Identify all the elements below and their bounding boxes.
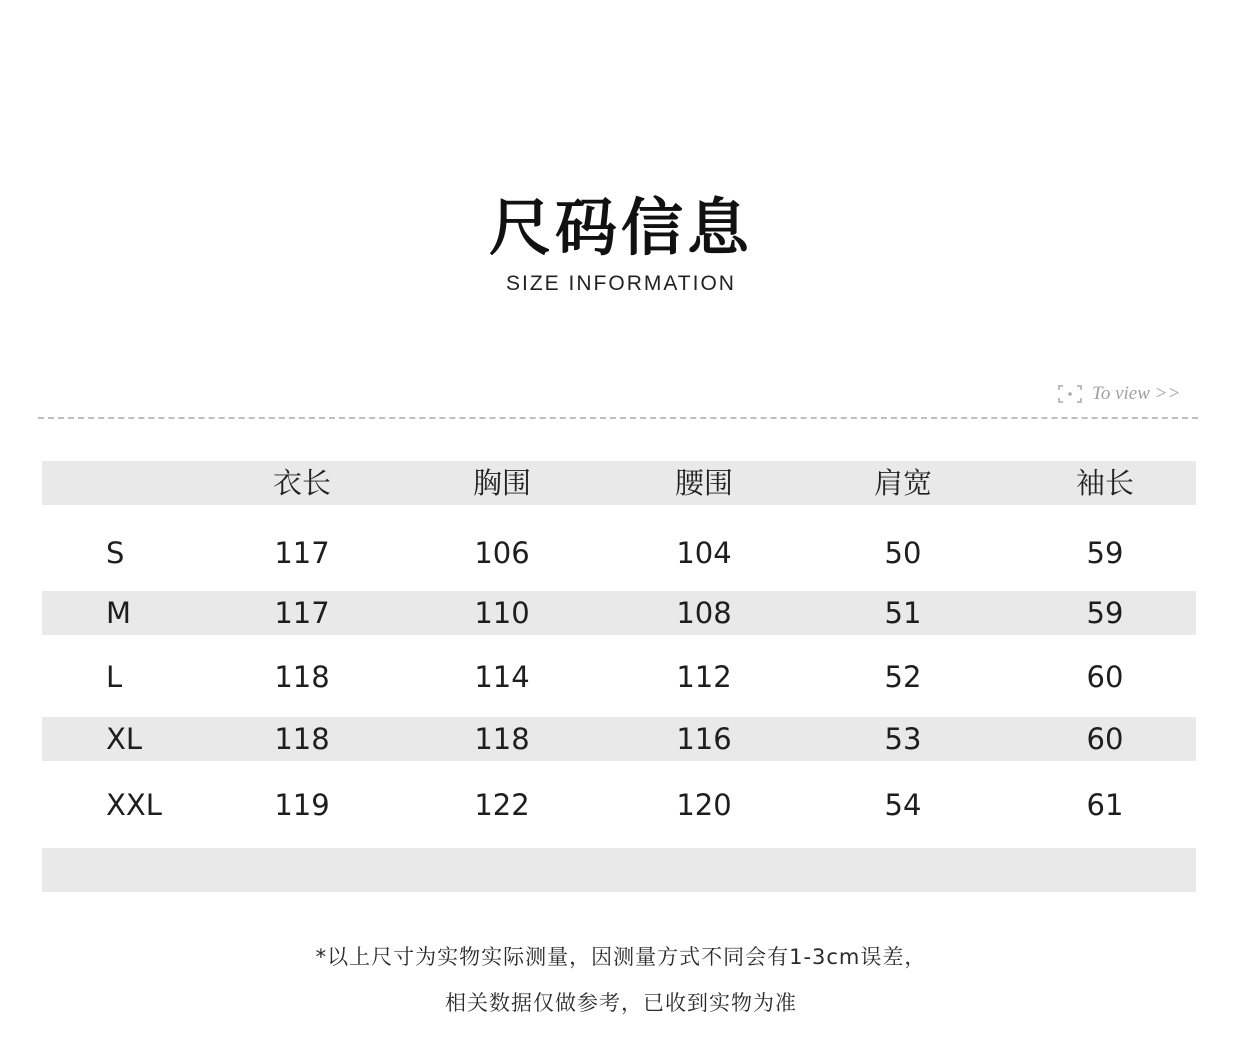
page-title: 尺码信息	[488, 191, 753, 264]
table-row-xxl	[42, 783, 1196, 827]
divider	[38, 417, 1198, 419]
table-cell: 118	[274, 660, 330, 694]
table-cell: 52	[884, 660, 922, 694]
table-cell: 51	[884, 596, 922, 630]
table-cell: 119	[274, 788, 330, 822]
size-label: XXL	[106, 788, 162, 822]
size-label: S	[106, 536, 125, 570]
table-cell: 59	[1086, 536, 1124, 570]
table-row-s	[42, 531, 1196, 575]
table-cell: 118	[274, 722, 330, 756]
table-row-m	[42, 591, 1196, 635]
size-label: L	[106, 660, 123, 694]
to-view-link[interactable]	[1058, 380, 1180, 408]
table-cell: 60	[1086, 722, 1124, 756]
table-header-row	[42, 461, 1196, 505]
column-header-chest: 胸围	[472, 466, 531, 500]
table-cell: 112	[676, 660, 732, 694]
table-cell: 108	[676, 596, 732, 630]
page-subtitle: SIZE INFORMATION	[506, 272, 736, 295]
table-cell: 120	[676, 788, 732, 822]
table-cell: 104	[676, 536, 732, 570]
table-empty-row	[42, 848, 1196, 892]
table-cell: 117	[274, 536, 330, 570]
column-header-sleeve: 袖长	[1075, 466, 1134, 500]
table-cell: 114	[474, 660, 530, 694]
table-row-xl	[42, 717, 1196, 761]
to-view-label: To view >>	[1092, 383, 1181, 404]
measurement-note: *以上尺寸为实物实际测量，因测量方式不同会有1-3cm误差，	[315, 945, 927, 969]
view-frame-icon	[1058, 385, 1082, 403]
column-header-waist: 腰围	[674, 466, 733, 500]
table-cell: 106	[474, 536, 530, 570]
table-cell: 53	[884, 722, 922, 756]
table-cell: 60	[1086, 660, 1124, 694]
table-cell: 110	[474, 596, 530, 630]
table-cell: 118	[474, 722, 530, 756]
column-header-length: 衣长	[272, 466, 331, 500]
table-cell: 54	[884, 788, 922, 822]
reference-note: 相关数据仅做参考，已收到实物为准	[445, 991, 797, 1015]
table-cell: 61	[1086, 788, 1124, 822]
size-label: M	[106, 596, 132, 630]
table-cell: 122	[474, 788, 530, 822]
table-row-l	[42, 655, 1196, 699]
table-cell: 116	[676, 722, 732, 756]
column-header-shoulder: 肩宽	[873, 466, 932, 500]
size-label: XL	[106, 722, 143, 756]
size-table	[42, 461, 1196, 892]
table-cell: 59	[1086, 596, 1124, 630]
table-cell: 50	[884, 536, 922, 570]
table-cell: 117	[274, 596, 330, 630]
